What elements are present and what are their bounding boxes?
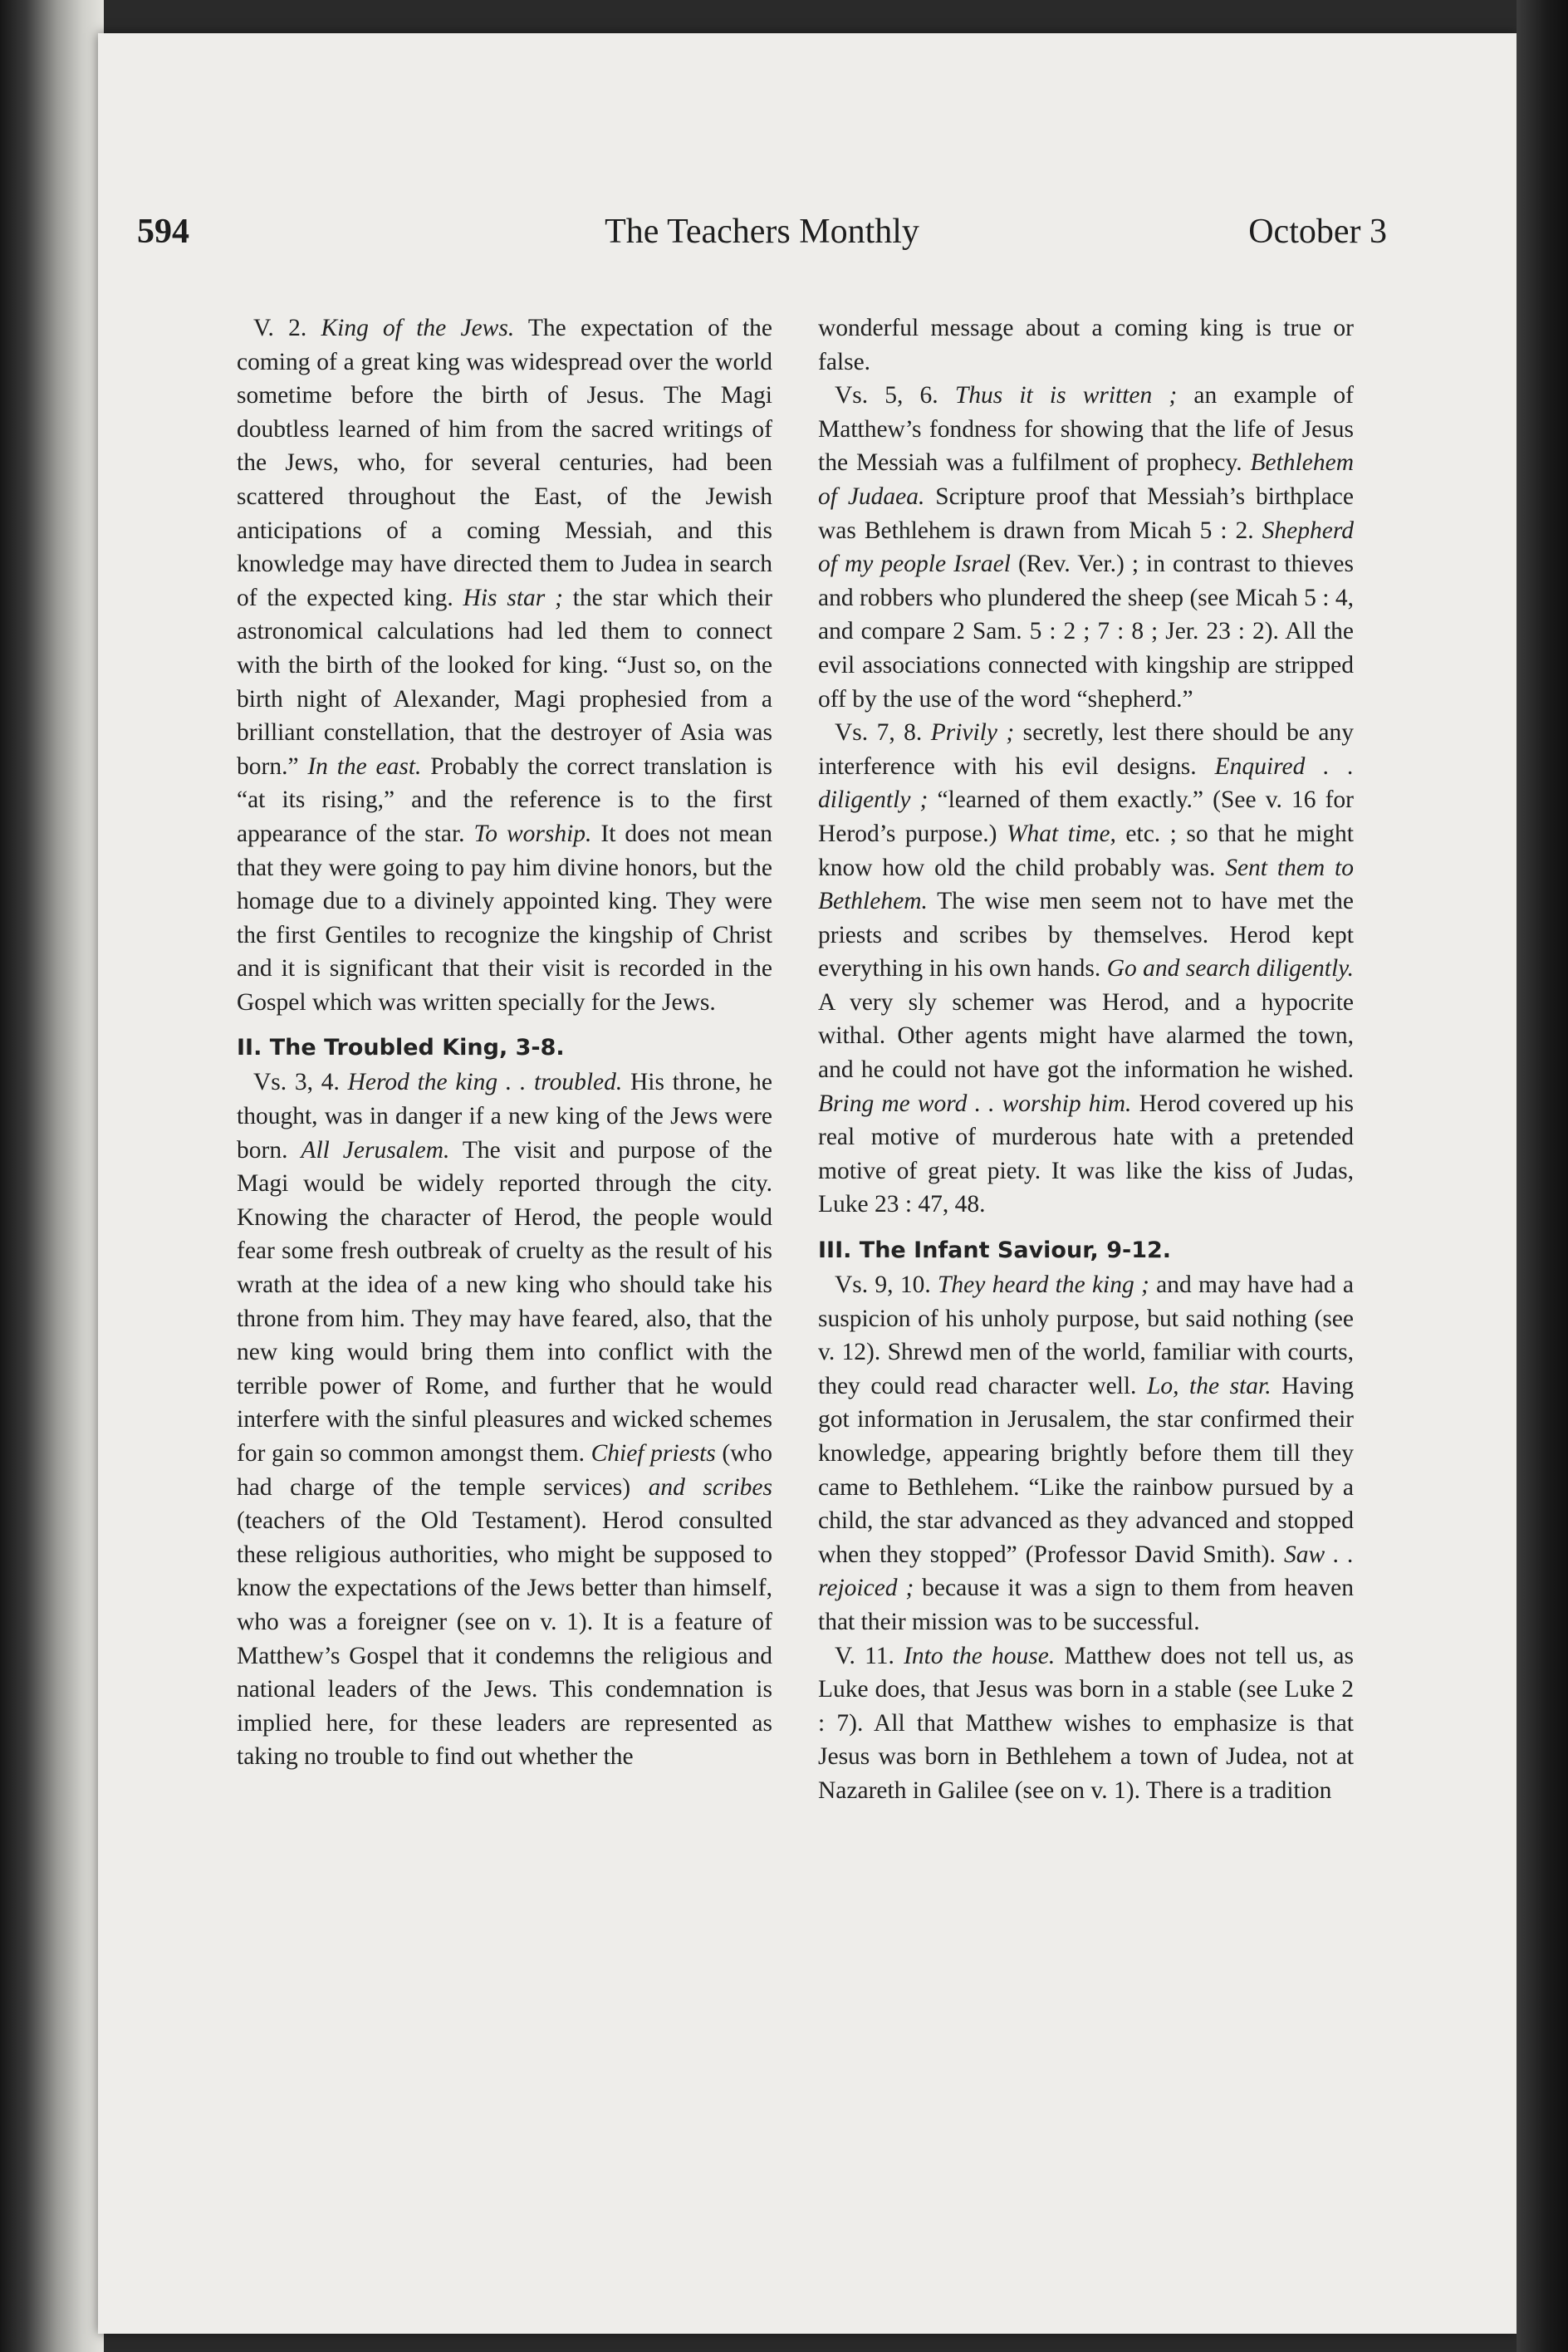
italic-run: King of the Jews. xyxy=(321,315,515,341)
paragraph-continued xyxy=(818,311,1354,379)
italic-run: Shepherd of my people Israel xyxy=(818,517,1354,578)
paragraph-verses-7-8 xyxy=(818,716,1354,1222)
italic-run: Privily ; xyxy=(930,719,1015,747)
text-run: Matthew does not tell us, as Luke does, that Jesus was born in a stable (see Luke 2 : 7). All that Matthew wishes to emphasize is that Jesus was born in Bethlehem a town of Judea, not at Nazareth in Galilee (see on v. 1). There is a tradition xyxy=(818,1642,1354,1804)
running-head xyxy=(137,212,1387,270)
italic-run: Enquired . . diligently ; xyxy=(818,752,1354,814)
text-run: Scripture proof that Messiah’s birthplace was Bethlehem is drawn from Micah 5 : 2. xyxy=(818,483,1354,544)
text-run: Herod covered up his real motive of murderous hate with a pretended motive of great piety. It was like the kiss of Judas, Luke 23 : 47, 48. xyxy=(818,1090,1354,1218)
italic-run: Thus it is written ; xyxy=(954,382,1178,409)
text-run: an example of Matthew’s fondness for showing that the life of Jesus the Messiah was a fulfilment of prophecy. xyxy=(818,382,1354,477)
left-column xyxy=(237,311,772,2222)
journal-title: The Teachers Monthly xyxy=(605,213,919,251)
paragraph-verses-5-6 xyxy=(818,379,1354,716)
paragraph-verse-11 xyxy=(818,1639,1354,1808)
text-run: Vs. 5, 6. xyxy=(835,382,955,409)
italic-run: Into the house. xyxy=(904,1642,1056,1669)
italic-run: What time, xyxy=(1006,820,1116,847)
page-number: 594 xyxy=(137,213,189,251)
text-run: The wise men seem not to have met the priests and scribes by themselves. Herod kept everything in his own hands. xyxy=(818,888,1354,982)
italic-run: To worship. xyxy=(473,820,592,847)
text-run: and may have had a suspicion of his unholy purpose, but said nothing (see v. 12). Shrewd men of the world, familiar with courts, they could read character well. xyxy=(818,1272,1354,1399)
italic-run: All Jerusalem. xyxy=(301,1136,450,1164)
right-column xyxy=(818,311,1354,2222)
text-run: “learned of them exactly.” (See v. 16 for Herod’s purpose.) xyxy=(818,786,1354,847)
italic-run: Go and search diligently. xyxy=(1106,955,1354,982)
italic-run: Herod the king . . troubled. xyxy=(347,1069,623,1096)
text-run: Vs. 3, 4. xyxy=(253,1069,348,1096)
italic-run: In the east. xyxy=(307,752,422,780)
page-edge-shadow xyxy=(1517,0,1568,2352)
italic-run: and scribes xyxy=(648,1473,772,1501)
text-run: the star which their astronomical calculations had led them to connect with the birth of the looked for king. “Just so, on the birth night of Alexander, Magi prophesied from a brilliant constellation, that the destroyer of Asia was born.” xyxy=(237,584,772,780)
text-run: Vs. 9, 10. xyxy=(835,1272,938,1299)
italic-run: His star ; xyxy=(463,584,563,611)
book-binding xyxy=(0,0,104,2352)
text-run: etc. ; so that he might know how old the child probably was. xyxy=(818,820,1354,881)
text-run: (teachers of the Old Testament). Herod consulted these religious authorities, who might be supposed to know the expectations of the Jews better than himself, who was a foreigner (see on v. 1). It is a feature of Matthew’s Gospel that it condemns the religious and national leaders of the Jews. This condemnation is implied here, for these leaders are represented as taking no trouble to find out whether the xyxy=(237,1507,772,1771)
italic-run: Bring me word . . worship him. xyxy=(818,1090,1132,1117)
paragraph-verse-2 xyxy=(237,311,772,1019)
text-run: The visit and purpose of the Magi would be widely reported through the city. Knowing the character of Herod, the people would fear some fresh outbreak of cruelty as the result of his wrath at the idea of a new king who should take his throne from him. They may have feared, also, that the new king would bring them into conflict with the terrible power of Rome, and further that he would interfere with the sinful pleasures and wicked schemes for gain so common amongst them. xyxy=(237,1136,772,1467)
text-run: Having got information in Jerusalem, the star confirmed their knowledge, appearing brightly before them till they came to Bethlehem. “Like the rainbow pursued by a child, the star advanced as they advanced and stopped when they stopped” (Professor David Smith). xyxy=(818,1372,1354,1568)
text-run: V. 2. xyxy=(253,315,321,341)
text-run: (who had charge of the temple services) xyxy=(237,1440,772,1501)
text-run: (Rev. Ver.) ; in contrast to thieves and robbers who plundered the sheep (see Micah 5 : 4, and compare 2 Sam. 5 : 2 ; 7 : 8 ; Jer. 23 : 2). All the evil associations connected with kingship are stripped off by the use of the word “shepherd.” xyxy=(818,551,1354,713)
section-heading-infant-saviour: III. The Infant Saviour, 9-12. xyxy=(818,1237,1172,1264)
text-run: wonderful message about a coming king is true or false. xyxy=(818,315,1354,375)
text-run: His throne, he thought, was in danger if a new king of the Jews were born. xyxy=(237,1069,772,1164)
issue-date: October 3 xyxy=(1248,213,1387,251)
paragraph-verses-3-4 xyxy=(237,1066,772,1773)
text-run: V. 11. xyxy=(835,1642,904,1669)
section-heading-troubled-king: II. The Troubled King, 3-8. xyxy=(237,1035,565,1061)
italic-run: Bethlehem of Judaea. xyxy=(818,449,1354,510)
text-run: Vs. 7, 8. xyxy=(835,719,931,747)
text-run: The expectation of the coming of a great king was widespread over the world sometime before the birth of Jesus. The Magi doubtless learned of him from the sacred writings of the Jews, who, for several centuries, had been scattered throughout the East, of the Jewish anticipations of a coming Messiah, and this knowledge may have directed them to Judea in search of the expected king. xyxy=(237,315,772,611)
text-run: secretly, lest there should be any interference with his evil designs. xyxy=(818,719,1354,780)
text-run: because it was a sign to them from heaven that their mission was to be successful. xyxy=(818,1575,1354,1635)
italic-run: Chief priests xyxy=(590,1440,716,1467)
paragraph-verses-9-10 xyxy=(818,1268,1354,1639)
text-run: Probably the correct translation is “at its rising,” and the reference is to the first appearance of the star. xyxy=(237,752,772,847)
italic-run: They heard the king ; xyxy=(938,1272,1149,1299)
text-run: A very sly schemer was Herod, and a hypocrite withal. Other agents might have alarmed the town, and he could not have got the information he wished. xyxy=(818,988,1354,1084)
italic-run: Saw . . rejoiced ; xyxy=(818,1541,1354,1602)
italic-run: Sent them to Bethlehem. xyxy=(818,854,1354,915)
text-run: It does not mean that they were going to pay him divine honors, but the homage due to a divinely appointed king. They were the first Gentiles to recognize the kingship of Christ and it is significant that their visit is recorded in the Gospel which was written specially for the Jews. xyxy=(237,820,772,1016)
italic-run: Lo, the star. xyxy=(1146,1372,1272,1399)
